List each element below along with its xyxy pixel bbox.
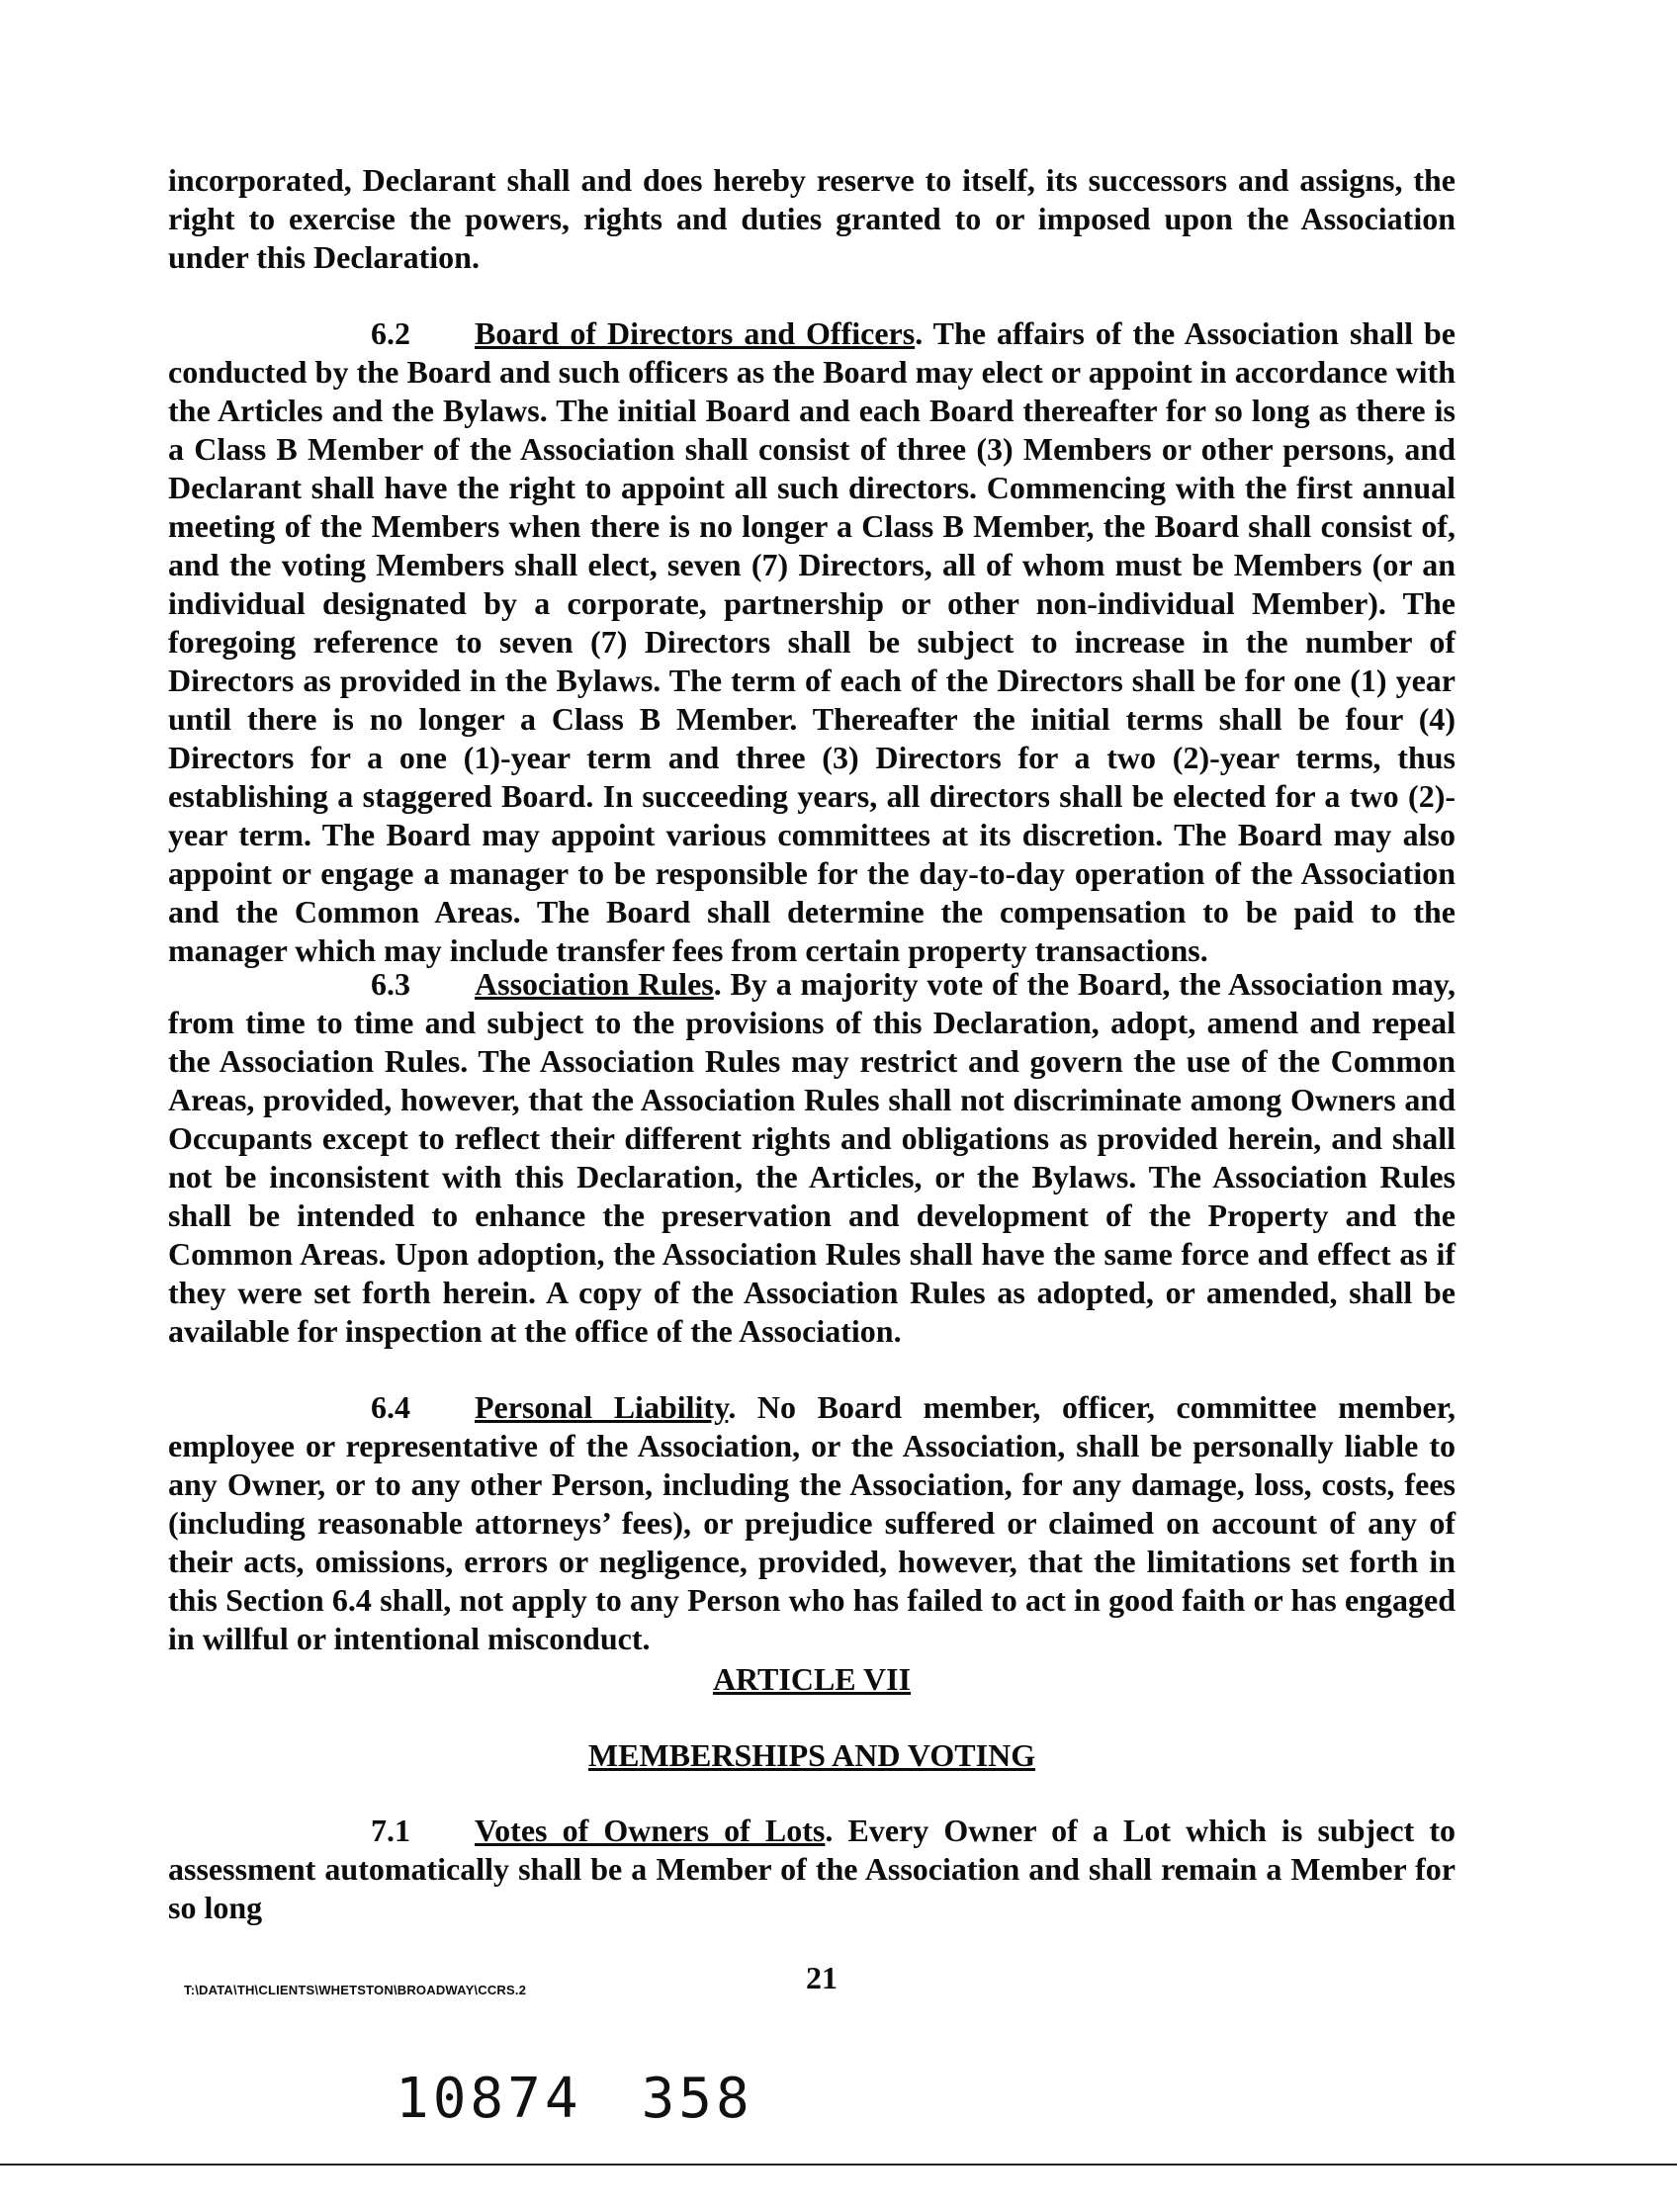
section-6-2 bbox=[168, 314, 1456, 970]
section-body: . No Board member, officer, committee member, employee or representative of the Association, or the Association, shall be personally liable to any Owner, or to any other Person, including the Association, for any damage, loss, costs, fees (including reasonable attorneys’ fees), or prejudice suffered or claimed on account of any of their acts, omissions, errors or negligence, provided, however, that the limitations set forth in this Section 6.4 shall, not apply to any Person who has failed to act in good faith or has engaged in willful or intentional misconduct. bbox=[168, 1389, 1456, 1656]
bottom-edge-rule bbox=[0, 2164, 1677, 2166]
section-title: Personal Liability bbox=[475, 1389, 729, 1425]
section-body: . Every Owner of a Lot which is subject to assessment automatically shall be a Member of the Association and shall remain a Member for so long bbox=[168, 1813, 1456, 1925]
intro-paragraph bbox=[168, 161, 1456, 277]
section-title: Association Rules bbox=[475, 966, 714, 1002]
section-number: 6.4 bbox=[371, 1389, 410, 1425]
section-number: 6.2 bbox=[371, 315, 410, 351]
section-number: 6.3 bbox=[371, 966, 410, 1002]
article-label: ARTICLE VII bbox=[712, 1661, 912, 1697]
section-7-1 bbox=[168, 1812, 1456, 1927]
article-title: MEMBERSHIPS AND VOTING bbox=[587, 1737, 1036, 1773]
section-6-3 bbox=[168, 965, 1456, 1351]
recording-stamp bbox=[396, 2067, 753, 2131]
section-number: 7.1 bbox=[371, 1813, 410, 1848]
recording-page-number: 358 bbox=[641, 2067, 753, 2131]
page-number: 21 bbox=[806, 1960, 838, 1995]
intro-text: incorporated, Declarant shall and does hereby reserve to itself, its successors and assigns, the right to exercise the powers, rights and duties granted to or imposed upon the Association under this Declaration. bbox=[168, 162, 1456, 275]
section-body: . By a majority vote of the Board, the Association may, from time to time and subject to the provisions of this Declaration, adopt, amend and repeal the Association Rules. The Association Rules may restrict and govern the use of the Common Areas, provided, however, that the Association Rules shall not discriminate among Owners and Occupants except to reflect their different rights and obligations as provided herein, and shall not be inconsistent with this Declaration, the Articles, or the Bylaws. The Association Rules shall be intended to enhance the preservation and development of the Property and the Common Areas. Upon adoption, the Association Rules shall have the same force and effect as if they were set forth herein. A copy of the Association Rules as adopted, or amended, shall be available for inspection at the office of the Association. bbox=[168, 966, 1456, 1349]
section-title: Board of Directors and Officers bbox=[475, 315, 916, 351]
file-path-footer: T:\DATA\TH\CLIENTS\WHETSTON\BROADWAY\CCRS.2 bbox=[184, 1983, 527, 1997]
recording-book-number: 10874 bbox=[396, 2067, 582, 2131]
section-6-4 bbox=[168, 1388, 1456, 1658]
section-title: Votes of Owners of Lots bbox=[475, 1813, 826, 1848]
section-body: . The affairs of the Association shall be conducted by the Board and such officers as the Board may elect or appoint in accordance with the Articles and the Bylaws. The initial Board and each Board thereafter for so long as there is a Class B Member of the Association shall consist of three (3) Members or other persons, and Declarant shall have the right to appoint all such directors. Commencing with the first annual meeting of the Members when there is no longer a Class B Member, the Board shall consist of, and the voting Members shall elect, seven (7) Directors, all of whom must be Members (or an individual designated by a corporate, partnership or other non-individual Member). The foregoing reference to seven (7) Directors shall be subject to increase in the number of Directors as provided in the Bylaws. The term of each of the Directors shall be for one (1) year until there is no longer a Class B Member. Thereafter the initial terms shall be four (4) Directors for a one (1)-year term and three (3) Directors for a two (2)-year terms, thus establishing a staggered Board. In succeeding years, all directors shall be elected for a two (2)-year term. The Board may appoint various committees at its discretion. The Board may also appoint or engage a manager to be responsible for the day-to-day operation of the Association and the Common Areas. The Board shall determine the compensation to be paid to the manager which may include transfer fees from certain property transactions. bbox=[168, 315, 1456, 968]
